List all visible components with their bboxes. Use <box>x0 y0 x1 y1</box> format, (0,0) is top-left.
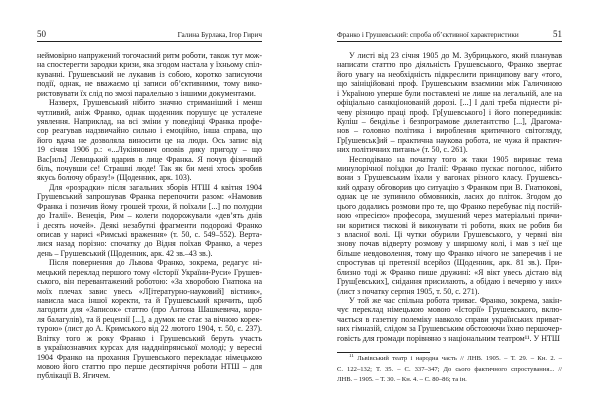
text-line: і Україною уперше були поставлені не лише на легальній, але на <box>337 88 562 98</box>
text-line: однак це не зупинило обмовників, ласих до пліток. Згодом до <box>337 192 562 202</box>
text-line: Гр[ушевськ]ий – практична наукова робота, не чужа й практич- <box>337 135 562 145</box>
text-line: цього додались розмови про те, що Франко перебуває під постій- <box>337 201 562 211</box>
text-line: ною «пресією» професора, змушений через матеріальні причи- <box>337 211 562 221</box>
text-line: більше невдоволення, тому що Франко нічого не заперечив і не <box>337 248 562 258</box>
text-line: сор реагував надзвичайно сильно і емоційно, інша справа, що <box>37 126 262 136</box>
text-line: близно тоді ж Франко пише дружині: «Я вікт увесь дістаю від <box>337 267 562 277</box>
text-line: Груш[евських], снідання присилають, а обідаю і вечеряю у них» <box>337 277 562 287</box>
text-line: ля балагулів), та й рецензії [...], а думок не стає за вічною корек- <box>37 314 262 324</box>
text-line: 19 січня 1906 р.: «...Лукіянович оповів дику пригоду – що <box>37 145 262 155</box>
text-line: його вдача не дозволяла виносити це на люди. Ось запис від <box>37 135 262 145</box>
text-line: Для «розрадки» після загальних зборів НТШ 4 квітня 1904 <box>49 182 262 192</box>
page-number: 50 <box>37 29 46 39</box>
paragraph <box>337 296 562 343</box>
text-line: знову почав відверту розмову у ширшому колі, і мав з неї ще <box>337 239 562 249</box>
text-line: ни коритися тискові й виконувати ті роботи, яких не робив би <box>337 220 562 230</box>
paragraph <box>37 183 262 258</box>
text-line: мовою його статтю про перше десятиріччя роботи НТШ – для <box>37 361 262 371</box>
text-line: Несподівано на початку того ж таки 1905 виринає тема <box>349 154 562 164</box>
footnote <box>337 354 562 386</box>
text-line: ського, він перевантажений роботою: «За хворобою Гнатюка на <box>37 277 262 287</box>
paragraph <box>337 155 562 296</box>
text-line: описав у нарисі «Римські враження» (т. 50, с. 549–552). Верта- <box>37 230 262 240</box>
text-line: Вас[иль] Левицький вдарив в лице Франка. Я почув фізичний <box>37 154 262 164</box>
text-line: офіціально санкціонованій дорозі. [...] І далі треба піднести рі- <box>337 98 562 108</box>
text-line: чається в газетну полеміку навколо справи українських приват- <box>337 314 562 324</box>
text-line: лися назад порізно: спочатку до Відня поїхав Франко, а через <box>37 239 262 249</box>
footnote-line: ЛНВ. – 1905. – Т. 30. – Кн. 4. – С. 80–86; та ін. <box>337 376 467 384</box>
text-line: турою» (лист до А. Кримського від 22 лютого 1904, т. 50, с. 237). <box>37 324 262 334</box>
text-line: Після повернення до Львова Франко, зокрема, редагує ні- <box>49 258 262 268</box>
text-line: якусь болючу образу!» (Щоденник, арк. 103). <box>37 173 192 183</box>
text-line: спростував ці претензії всерйоз (Щоденник, арк. 81 зв.). При- <box>337 258 562 268</box>
text-line: в українознавчих курсах для наддніпрянської молоді; у вересні <box>37 343 262 353</box>
text-line: Куліш – бенділье і безпрограмове дилетантство [...], Драгома- <box>337 116 562 126</box>
text-line: них політичних питань» (т. 50, с. 261). <box>337 145 468 155</box>
footnote-line <box>337 354 562 365</box>
text-line: Назверх, Грушевський нібито значно стриманіший і менш <box>49 98 262 108</box>
text-line: мецький переклад першого тому «Історії України-Руси» Грушев- <box>37 267 262 277</box>
text-line: біль, почувши се! Страшні люде! Так як би мені хтось зробив <box>37 164 262 174</box>
running-head: Франко і Грушевський: спроба об’єктивної характеристики <box>337 31 519 39</box>
text-line: неймовірно напружений тогочасний ритм роботи, також тут мож- <box>37 51 262 60</box>
text-line: них гімназій, слідом за Грушевським обстоюючи їхню першочер- <box>337 324 562 334</box>
text-line: моїх плечах завис увесь «Л[ітературно-науковий] вістник», <box>37 286 262 296</box>
text-line: (лист з початку серпня 1905, т. 50, с. 271). <box>337 286 480 296</box>
text-line: У листі від 23 січня 1905 до М. Зубрицького, який планував <box>349 51 562 60</box>
page-header <box>37 28 262 42</box>
text-line: з власної волі. Ці чутки обурили Грушевського, у червні він <box>337 230 562 240</box>
text-line: лагодити для «Записок» статтю (про Антона Шашкевича, коро- <box>37 305 262 315</box>
text-line: написати статтю про діяльність Грушевського, Франко звертає <box>337 60 562 70</box>
paragraph <box>37 98 262 183</box>
text-line: що заініційовані проф. Грушевським взаємини між Галичиною <box>337 79 562 89</box>
text-line: чує переклад німецькою мовою «Історії» Грушевського, вклю- <box>337 305 562 315</box>
text-line: Франка і позичив йому грошей трохи, й поїхали [...] по полудни <box>37 201 262 211</box>
page-number: 51 <box>553 29 562 39</box>
text-line: на спостерегти зародки кризи, яка згодом настала у їхньому спіл- <box>37 60 262 70</box>
text-line: куванні. Грушевський не лукавив із собою, коротко записуючи <box>37 69 262 79</box>
text-line: його увагу на необхідність підкреслити принципову вагу «того, <box>337 69 562 79</box>
footnote-divider <box>337 352 430 353</box>
paragraph <box>337 51 562 155</box>
paragraph <box>37 51 262 98</box>
text-line: і десять ночей». Деякі незабутні фрагменти подорожі Франко <box>37 220 262 230</box>
text-line: минулорічної поїздки до Італії: Франко пускає поголос, нібито <box>337 164 562 174</box>
running-head: Галина Бурлака, Ігор Гирич <box>177 31 262 39</box>
footnote-text: Львівський театр і народна часть // ЛНВ. 1905. – Т. 29. – Кн. 2. – <box>357 355 562 362</box>
page-header <box>337 28 562 42</box>
text-line: нависла маса іншої коректи, та й Грушевський кричить, щоб <box>37 295 262 305</box>
text-line: Грушевський запрошував Франка перепочити разом: «Намовив <box>37 192 262 202</box>
text-line: до Італії». Венеція, Рим – колеги подорожували «дев’ять днів <box>37 211 262 221</box>
right-page <box>300 0 600 416</box>
text-line: говість для громади порівняно з національним театром¹¹. У НТШ <box>337 333 560 343</box>
footnote-marker: 11 <box>349 354 354 359</box>
text-line: день – Грушевський (Щоденник, арк. 42 зв.–43 зв.). <box>37 248 213 258</box>
text-line: нов – головно політика і вироблення критичного світогляду, <box>337 126 562 136</box>
text-line: чутливий, аніж Франко, однак щоденник порушує це усталене <box>37 107 262 117</box>
text-line: публікації В. Ягичем. <box>37 371 111 381</box>
body-text <box>37 51 262 381</box>
text-line: У той же час спільна робота триває. Франко, зокрема, закін- <box>349 295 562 305</box>
text-line: Влітку того ж року Франко і Грушевський беруть участь <box>37 333 262 343</box>
footnote-line: С. 122–132; Т. 35. – С. 337–347; До сього фактичного спростування... // <box>337 365 562 373</box>
text-line: кий одразу обговорив цю ситуацію з Франком при В. Гнатюкові, <box>337 182 562 192</box>
body-text <box>337 51 562 343</box>
text-line: уявлення. Наприклад, на всі зміни у поведінці Франка профе- <box>37 116 262 126</box>
text-line: події, однак, не вважаємо ці записи об’єктивними, тому вико- <box>37 79 262 89</box>
text-line: 1904 Франко на прохання Грушевського перекладає німецькою <box>37 352 262 362</box>
text-line: ристовувати їх слід по змозі паралельно з іншими документами. <box>37 88 256 98</box>
paragraph <box>37 258 262 380</box>
text-line: вони з Грушевським їхали у вагонах різного класу. Грушевсь- <box>337 173 562 183</box>
text-line: чеву різницю праці проф. Гр[ушевського] і його попередників: <box>337 107 562 117</box>
